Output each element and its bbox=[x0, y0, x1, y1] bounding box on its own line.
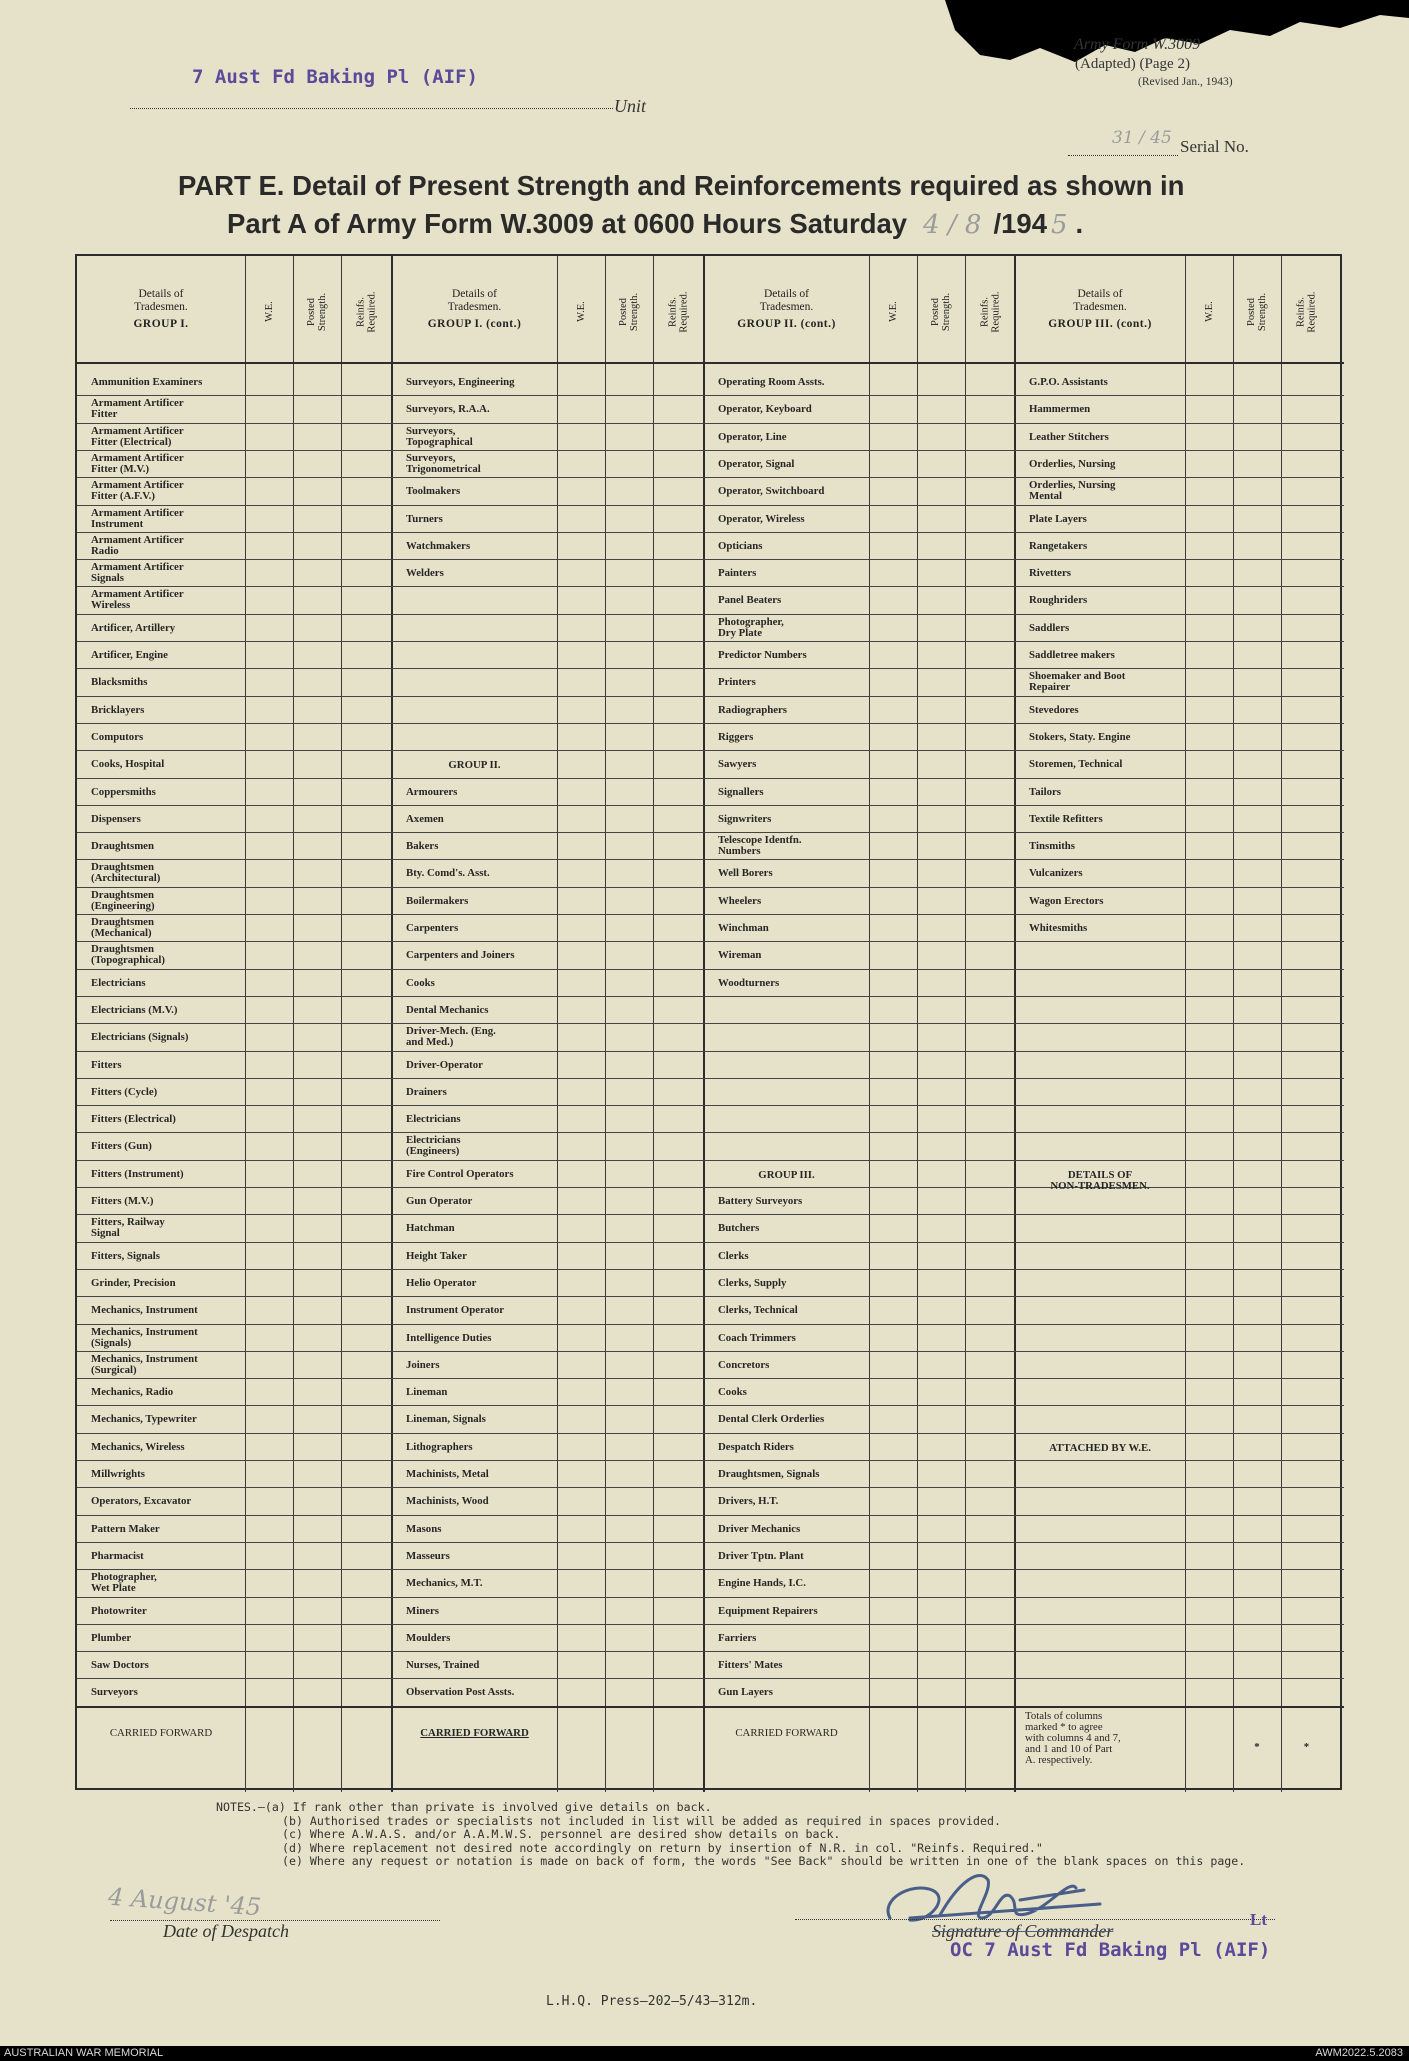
trade-label: Electricians bbox=[91, 976, 146, 989]
trade-label: Coppersmiths bbox=[91, 785, 156, 798]
row-divider bbox=[77, 1324, 1344, 1325]
trade-label: Armament Artificer Fitter bbox=[91, 397, 184, 421]
trade-label: Machinists, Wood bbox=[406, 1495, 489, 1508]
row-divider bbox=[77, 1515, 1344, 1516]
date-year: /194 bbox=[993, 208, 1047, 239]
trade-label: Sawyers bbox=[718, 758, 757, 771]
trade-label: Draughtsmen (Mechanical) bbox=[91, 916, 154, 939]
trade-label: G.P.O. Assistants bbox=[1029, 376, 1108, 388]
trade-label: Fitters (Instrument) bbox=[91, 1167, 184, 1180]
trade-label: Photowriter bbox=[91, 1604, 147, 1617]
trade-label: Rivetters bbox=[1029, 567, 1071, 580]
trade-label: Driver Tptn. Plant bbox=[718, 1549, 804, 1562]
sub-header bbox=[341, 264, 392, 359]
row-divider bbox=[77, 941, 1344, 942]
sub-header-label: Reinfs. Required. bbox=[1295, 290, 1318, 333]
trade-label: Saw Doctors bbox=[91, 1659, 149, 1672]
trade-label: ATTACHED BY W.E. bbox=[1049, 1441, 1151, 1454]
trade-label: Armament Artificer Instrument bbox=[91, 506, 184, 530]
despatch-date-hand: 4 August '45 bbox=[107, 1882, 263, 1922]
row-divider bbox=[77, 1132, 1344, 1133]
title-period: . bbox=[1075, 208, 1084, 239]
trade-label: Artificer, Engine bbox=[91, 649, 168, 661]
trade-label: Hammermen bbox=[1029, 403, 1091, 416]
sub-header bbox=[1185, 264, 1233, 359]
trade-label: Draughtsmen, Signals bbox=[718, 1468, 820, 1480]
trade-label: Blacksmiths bbox=[91, 676, 148, 689]
trade-label: Electricians (Signals) bbox=[91, 1031, 189, 1044]
row-divider bbox=[77, 532, 1344, 533]
trade-label: Vulcanizers bbox=[1029, 867, 1083, 880]
trade-label: Fitters' Mates bbox=[718, 1659, 783, 1672]
trade-label: Drainers bbox=[406, 1085, 447, 1098]
trade-label: Mechanics, Instrument bbox=[91, 1304, 198, 1317]
trade-label: Intelligence Duties bbox=[406, 1331, 492, 1344]
trade-label: Wireman bbox=[718, 949, 762, 962]
row-divider bbox=[77, 696, 1344, 697]
archive-id: AWM2022.5.2083 bbox=[1315, 2047, 1403, 2059]
trade-label: Armament Artificer Fitter (Electrical) bbox=[91, 424, 184, 448]
trade-label: Mechanics, M.T. bbox=[406, 1577, 483, 1590]
note-line: NOTES.—(a) If rank other than private is involved give details on back. bbox=[216, 1800, 712, 1814]
row-divider bbox=[77, 832, 1344, 833]
trade-label: Instrument Operator bbox=[406, 1304, 505, 1317]
trade-label: Clerks, Technical bbox=[718, 1304, 798, 1317]
row-divider bbox=[77, 1706, 1344, 1708]
row-divider bbox=[77, 750, 1344, 751]
note-line: (e) Where any request or notation is made on back of form, the words "See Back" should be written in one of the blank spaces on this page. bbox=[282, 1854, 1246, 1868]
form-number: Army Form W.3009 bbox=[1074, 36, 1201, 53]
trade-label: Artificer, Artillery bbox=[91, 621, 176, 634]
trade-label: Storemen, Technical bbox=[1029, 758, 1123, 771]
trade-label: Bricklayers bbox=[91, 703, 145, 716]
trade-label: Operator, Switchboard bbox=[718, 485, 825, 498]
trade-label: Hatchman bbox=[406, 1222, 455, 1235]
row-divider bbox=[77, 778, 1344, 779]
trade-label: Fitters, Signals bbox=[91, 1249, 160, 1262]
row-divider bbox=[77, 586, 1344, 587]
total-asterisk: * bbox=[1303, 1740, 1310, 1753]
trade-label: Moulders bbox=[406, 1631, 451, 1644]
despatch-label: Date of Despatch bbox=[163, 1921, 289, 1941]
header-title: Details of Tradesmen. bbox=[134, 287, 188, 313]
trade-label: Whitesmiths bbox=[1029, 922, 1088, 934]
archive-name: AUSTRALIAN WAR MEMORIAL bbox=[4, 2047, 164, 2059]
trade-label: Well Borers bbox=[718, 867, 773, 880]
trade-label: Drivers, H.T. bbox=[718, 1495, 779, 1508]
trade-label: Toolmakers bbox=[406, 485, 461, 498]
strength-table bbox=[75, 254, 1342, 1790]
header-divider bbox=[77, 362, 1344, 364]
row-divider bbox=[77, 505, 1344, 506]
trade-label: Wheelers bbox=[718, 894, 762, 907]
trade-label: Pattern Maker bbox=[91, 1522, 160, 1535]
row-divider bbox=[77, 395, 1344, 396]
total-asterisk: * bbox=[1254, 1740, 1260, 1753]
press-line: L.H.Q. Press—202—5/43—312m. bbox=[546, 1994, 758, 2009]
trade-label: Boilermakers bbox=[406, 894, 469, 907]
trade-label: Tinsmiths bbox=[1029, 840, 1076, 853]
row-divider bbox=[77, 614, 1344, 615]
sub-header-label: W.E. bbox=[575, 301, 587, 322]
row-divider bbox=[77, 1160, 1344, 1161]
trade-label: Armourers bbox=[406, 785, 458, 798]
unit-stamp: 7 Aust Fd Baking Pl (AIF) bbox=[192, 66, 478, 88]
trade-label: Operator, Line bbox=[718, 430, 787, 443]
trade-label: Height Taker bbox=[406, 1249, 467, 1262]
trade-label: Opticians bbox=[718, 539, 763, 552]
trade-label: Millwrights bbox=[91, 1468, 145, 1480]
trade-label: Lineman, Signals bbox=[406, 1413, 486, 1426]
row-divider bbox=[77, 1078, 1344, 1079]
trade-label: DETAILS OF NON-TRADESMEN. bbox=[1050, 1168, 1150, 1192]
sub-header-label: W.E. bbox=[1203, 301, 1215, 322]
trade-label: Textile Refitters bbox=[1029, 812, 1103, 825]
sub-header bbox=[293, 264, 341, 359]
note-line: (b) Authorised trades or specialists not included in list will be added as required in spaces provided. bbox=[282, 1813, 1001, 1828]
trade-label: Mechanics, Instrument (Signals) bbox=[91, 1325, 198, 1349]
trade-label: GROUP II. bbox=[448, 759, 501, 772]
row-divider bbox=[77, 1269, 1344, 1270]
trade-label: Dispensers bbox=[91, 812, 141, 825]
trade-label: Joiners bbox=[406, 1358, 440, 1371]
row-divider bbox=[77, 1460, 1344, 1461]
row-divider bbox=[77, 1051, 1344, 1052]
trade-label: Signwriters bbox=[718, 812, 772, 825]
title-line-2-wrap bbox=[227, 208, 1083, 240]
row-divider bbox=[77, 1296, 1344, 1297]
trade-label: Watchmakers bbox=[406, 539, 471, 552]
trade-label: Fire Control Operators bbox=[406, 1167, 514, 1180]
unit-label: Unit bbox=[614, 96, 647, 116]
sub-header-label: W.E. bbox=[263, 301, 275, 322]
carried-forward-label: CARRIED FORWARD bbox=[420, 1726, 529, 1739]
trade-label: Fitters (Cycle) bbox=[91, 1085, 158, 1098]
sub-header-label: Reinfs. Required. bbox=[355, 290, 378, 333]
trade-label: Operators, Excavator bbox=[91, 1495, 192, 1508]
header-group: GROUP III. (cont.) bbox=[1048, 317, 1152, 330]
trade-label: Fitters (Electrical) bbox=[91, 1113, 176, 1126]
trade-label: Axemen bbox=[406, 812, 444, 825]
trade-label: Photographer, Wet Plate bbox=[91, 1571, 157, 1595]
trade-label: Masons bbox=[406, 1522, 442, 1535]
trade-label: Gun Layers bbox=[718, 1686, 773, 1699]
row-divider bbox=[77, 1569, 1344, 1570]
trade-label: Roughriders bbox=[1029, 594, 1088, 607]
trade-label: Painters bbox=[718, 567, 757, 580]
trade-label: Orderlies, Nursing Mental bbox=[1029, 479, 1116, 503]
group-header bbox=[704, 264, 869, 354]
trade-label: Welders bbox=[406, 567, 444, 580]
trade-label: Driver Mechanics bbox=[718, 1522, 801, 1535]
title-line-1: PART E. Detail of Present Strength and Reinforcements required as shown in bbox=[178, 170, 1185, 201]
header-title: Details of Tradesmen. bbox=[1073, 287, 1127, 313]
archive-footer bbox=[0, 2046, 1409, 2061]
trade-label: Draughtsmen (Engineering) bbox=[91, 888, 155, 912]
sub-header-label: Posted Strength. bbox=[930, 292, 952, 331]
row-divider bbox=[77, 1433, 1344, 1434]
sub-header-label: Reinfs. Required. bbox=[667, 290, 690, 333]
row-divider bbox=[77, 914, 1344, 915]
trade-label: GROUP III. bbox=[758, 1168, 815, 1181]
trade-label: Cooks bbox=[406, 976, 435, 989]
trade-label: Predictor Numbers bbox=[718, 649, 807, 661]
row-divider bbox=[77, 1242, 1344, 1243]
form-revised: (Revised Jan., 1943) bbox=[1138, 76, 1233, 88]
trade-label: Bty. Comd's. Asst. bbox=[406, 867, 490, 880]
carried-forward-label: CARRIED FORWARD bbox=[735, 1726, 838, 1739]
trade-label: Armament Artificer Radio bbox=[91, 533, 184, 557]
row-divider bbox=[77, 1597, 1344, 1598]
trade-label: Cooks bbox=[718, 1386, 747, 1399]
row-divider bbox=[77, 1405, 1344, 1406]
header-title: Details of Tradesmen. bbox=[759, 287, 814, 313]
trade-label: Equipment Repairers bbox=[718, 1604, 818, 1617]
sub-header bbox=[605, 264, 653, 359]
trade-label: Dental Clerk Orderlies bbox=[718, 1413, 825, 1426]
trade-label: Operator, Wireless bbox=[718, 512, 805, 525]
trade-label: Operating Room Assts. bbox=[718, 376, 825, 388]
group-header bbox=[77, 264, 245, 354]
header-group: GROUP I. bbox=[133, 317, 189, 330]
trade-label: Shoemaker and Boot Repairer bbox=[1029, 670, 1126, 694]
sub-header bbox=[965, 264, 1016, 359]
trade-label: Nurses, Trained bbox=[406, 1659, 480, 1672]
trade-label: Farriers bbox=[718, 1631, 757, 1644]
row-divider bbox=[77, 1487, 1344, 1488]
form-adapted: (Adapted) (Page 2) bbox=[1075, 56, 1190, 72]
trade-label: Battery Surveyors bbox=[718, 1195, 803, 1207]
trade-label: Observation Post Assts. bbox=[406, 1686, 515, 1699]
trade-label: Mechanics, Wireless bbox=[91, 1440, 185, 1453]
row-divider bbox=[77, 477, 1344, 478]
trade-label: Machinists, Metal bbox=[406, 1468, 489, 1480]
carried-forward-label: CARRIED FORWARD bbox=[109, 1726, 213, 1739]
row-divider bbox=[77, 1542, 1344, 1543]
trade-label: Photographer, Dry Plate bbox=[718, 615, 784, 639]
trade-label: Miners bbox=[406, 1604, 439, 1617]
row-divider bbox=[77, 996, 1344, 997]
trade-label: Panel Beaters bbox=[718, 594, 782, 607]
sub-header-label: Posted Strength. bbox=[306, 292, 328, 331]
sub-header bbox=[653, 264, 704, 359]
trade-label: Riggers bbox=[718, 730, 754, 743]
signature-label: Signature of Commander bbox=[932, 1921, 1114, 1941]
serial-label: Serial No. bbox=[1180, 137, 1249, 156]
trade-label: Ammunition Examiners bbox=[91, 376, 203, 388]
trade-label: Operator, Keyboard bbox=[718, 403, 812, 416]
trade-label: Draughtsmen (Architectural) bbox=[91, 861, 161, 885]
serial-number-hand: 31 / 45 bbox=[1112, 128, 1172, 148]
row-divider bbox=[77, 859, 1344, 860]
sub-header-label: Reinfs. Required. bbox=[979, 290, 1002, 333]
trade-label: Draughtsmen bbox=[91, 840, 154, 853]
trade-label: Signallers bbox=[718, 785, 764, 798]
trade-label: Turners bbox=[406, 512, 443, 525]
trade-label: Fitters, Railway Signal bbox=[91, 1216, 165, 1240]
trade-label: Engine Hands, I.C. bbox=[718, 1577, 806, 1590]
trade-label: Driver-Mech. (Eng. and Med.) bbox=[406, 1025, 496, 1049]
row-divider bbox=[77, 1624, 1344, 1625]
trade-label: Fitters (Gun) bbox=[91, 1140, 152, 1153]
title-line-2: Part A of Army Form W.3009 at 0600 Hours Saturday bbox=[227, 208, 908, 239]
trade-label: Electricians (M.V.) bbox=[91, 1003, 178, 1016]
trade-label: Armament Artificer Signals bbox=[91, 561, 184, 585]
note-line: (d) Where replacement not desired note accordingly on return by insertion of N.R. in col. "Reinfs. Required." bbox=[282, 1840, 1043, 1855]
row-divider bbox=[77, 559, 1344, 560]
trade-label: Clerks bbox=[718, 1249, 749, 1262]
trade-label: Surveyors, R.A.A. bbox=[406, 403, 490, 416]
year-hand: 5 bbox=[1051, 210, 1068, 240]
trade-label: Woodturners bbox=[718, 976, 780, 989]
trade-label: Mechanics, Radio bbox=[91, 1386, 174, 1399]
row-divider bbox=[77, 1351, 1344, 1352]
oc-stamp: OC 7 Aust Fd Baking Pl (AIF) bbox=[950, 1939, 1271, 1961]
trade-label: Cooks, Hospital bbox=[91, 758, 165, 771]
trade-label: Fitters bbox=[91, 1058, 122, 1071]
trade-label: Butchers bbox=[718, 1222, 760, 1235]
sub-header-label: Posted Strength. bbox=[618, 292, 640, 331]
row-divider bbox=[77, 668, 1344, 669]
sub-header bbox=[917, 264, 965, 359]
header-title: Details of Tradesmen. bbox=[447, 287, 502, 313]
trade-label: Stokers, Staty. Engine bbox=[1029, 730, 1131, 743]
sub-header bbox=[1281, 264, 1332, 359]
trade-label: Wagon Erectors bbox=[1029, 894, 1104, 907]
trade-label: Tailors bbox=[1029, 785, 1062, 798]
trade-label: Dental Mechanics bbox=[406, 1003, 489, 1016]
trade-label: Plate Layers bbox=[1029, 512, 1087, 525]
trade-label: Carpenters and Joiners bbox=[406, 949, 515, 962]
row-divider bbox=[77, 969, 1344, 970]
sub-header-label: Posted Strength. bbox=[1246, 292, 1268, 331]
sub-header bbox=[557, 264, 605, 359]
trade-label: Draughtsmen (Topographical) bbox=[91, 943, 165, 967]
row-divider bbox=[77, 641, 1344, 642]
trade-label: Leather Stitchers bbox=[1029, 430, 1109, 443]
trade-label: Radiographers bbox=[718, 703, 787, 716]
trade-label: Helio Operator bbox=[406, 1276, 477, 1289]
unit-line bbox=[130, 108, 613, 109]
serial-line bbox=[1068, 155, 1178, 156]
row-divider bbox=[77, 723, 1344, 724]
trade-label: Driver-Operator bbox=[406, 1058, 483, 1071]
sub-header bbox=[1233, 264, 1281, 359]
signature-line bbox=[795, 1919, 1275, 1920]
trade-label: Electricians (Engineers) bbox=[406, 1134, 461, 1158]
trade-label: Carpenters bbox=[406, 922, 459, 934]
trade-label: Telescope Identfn. Numbers bbox=[718, 834, 802, 858]
trade-label: Printers bbox=[718, 676, 756, 689]
trade-label: Clerks, Supply bbox=[718, 1276, 787, 1289]
trade-label: Surveyors, Trigonometrical bbox=[406, 451, 481, 475]
header-group: GROUP II. (cont.) bbox=[737, 317, 836, 330]
trade-label: Armament Artificer Fitter (A.F.V.) bbox=[91, 479, 184, 503]
row-divider bbox=[77, 450, 1344, 451]
row-divider bbox=[77, 1651, 1344, 1652]
row-divider bbox=[77, 1105, 1344, 1106]
trade-label: Bakers bbox=[406, 840, 439, 853]
trade-label: Surveyors, Topographical bbox=[406, 424, 473, 448]
trade-label: Winchman bbox=[718, 922, 769, 934]
sub-header bbox=[245, 264, 293, 359]
trade-label: Gun Operator bbox=[406, 1195, 473, 1207]
trade-label: Surveyors bbox=[91, 1686, 138, 1699]
trade-label: Operator, Signal bbox=[718, 457, 795, 470]
row-divider bbox=[77, 1678, 1344, 1679]
row-divider bbox=[77, 1023, 1344, 1024]
trade-label: Pharmacist bbox=[91, 1549, 144, 1562]
row-divider bbox=[77, 805, 1344, 806]
trade-label: Coach Trimmers bbox=[718, 1331, 796, 1344]
row-divider bbox=[77, 1214, 1344, 1215]
date-hand: 4 / 8 bbox=[923, 210, 982, 240]
trade-label: Concretors bbox=[718, 1358, 770, 1371]
header-group: GROUP I. (cont.) bbox=[427, 317, 522, 330]
trade-label: Computors bbox=[91, 730, 144, 743]
sub-header-label: W.E. bbox=[887, 301, 899, 322]
row-divider bbox=[77, 1378, 1344, 1379]
trade-label: Surveyors, Engineering bbox=[406, 376, 515, 388]
row-divider bbox=[77, 423, 1344, 424]
trade-label: Stevedores bbox=[1029, 703, 1079, 716]
sub-header bbox=[869, 264, 917, 359]
trade-label: Rangetakers bbox=[1029, 539, 1088, 552]
trade-label: Fitters (M.V.) bbox=[91, 1195, 154, 1207]
trade-label: Lithographers bbox=[406, 1440, 473, 1453]
trade-label: Lineman bbox=[406, 1386, 448, 1399]
rank-label: Lt bbox=[1250, 1910, 1267, 1929]
trade-label: Despatch Riders bbox=[718, 1440, 794, 1453]
trade-label: Masseurs bbox=[406, 1549, 450, 1562]
group-header bbox=[1015, 264, 1185, 354]
trade-label: Armament Artificer Fitter (M.V.) bbox=[91, 451, 184, 475]
trade-label: Saddletree makers bbox=[1029, 649, 1115, 661]
note-line: (c) Where A.W.A.S. and/or A.A.M.W.S. personnel are desired show details on back. bbox=[282, 1827, 841, 1841]
trade-label: Saddlers bbox=[1029, 621, 1070, 634]
trade-label: Orderlies, Nursing bbox=[1029, 457, 1116, 470]
trade-label: Mechanics, Typewriter bbox=[91, 1413, 197, 1426]
totals-note: Totals of columns marked * to agree with columns 4 and 7, and 1 and 10 of Part A. respectively. bbox=[1025, 1709, 1121, 1766]
trade-label: Electricians bbox=[406, 1113, 461, 1126]
trade-label: Mechanics, Instrument (Surgical) bbox=[91, 1352, 198, 1376]
row-divider bbox=[77, 887, 1344, 888]
trade-label: Plumber bbox=[91, 1631, 132, 1644]
trade-label: Grinder, Precision bbox=[91, 1276, 176, 1289]
trade-label: Armament Artificer Wireless bbox=[91, 588, 184, 612]
group-header bbox=[392, 264, 557, 354]
